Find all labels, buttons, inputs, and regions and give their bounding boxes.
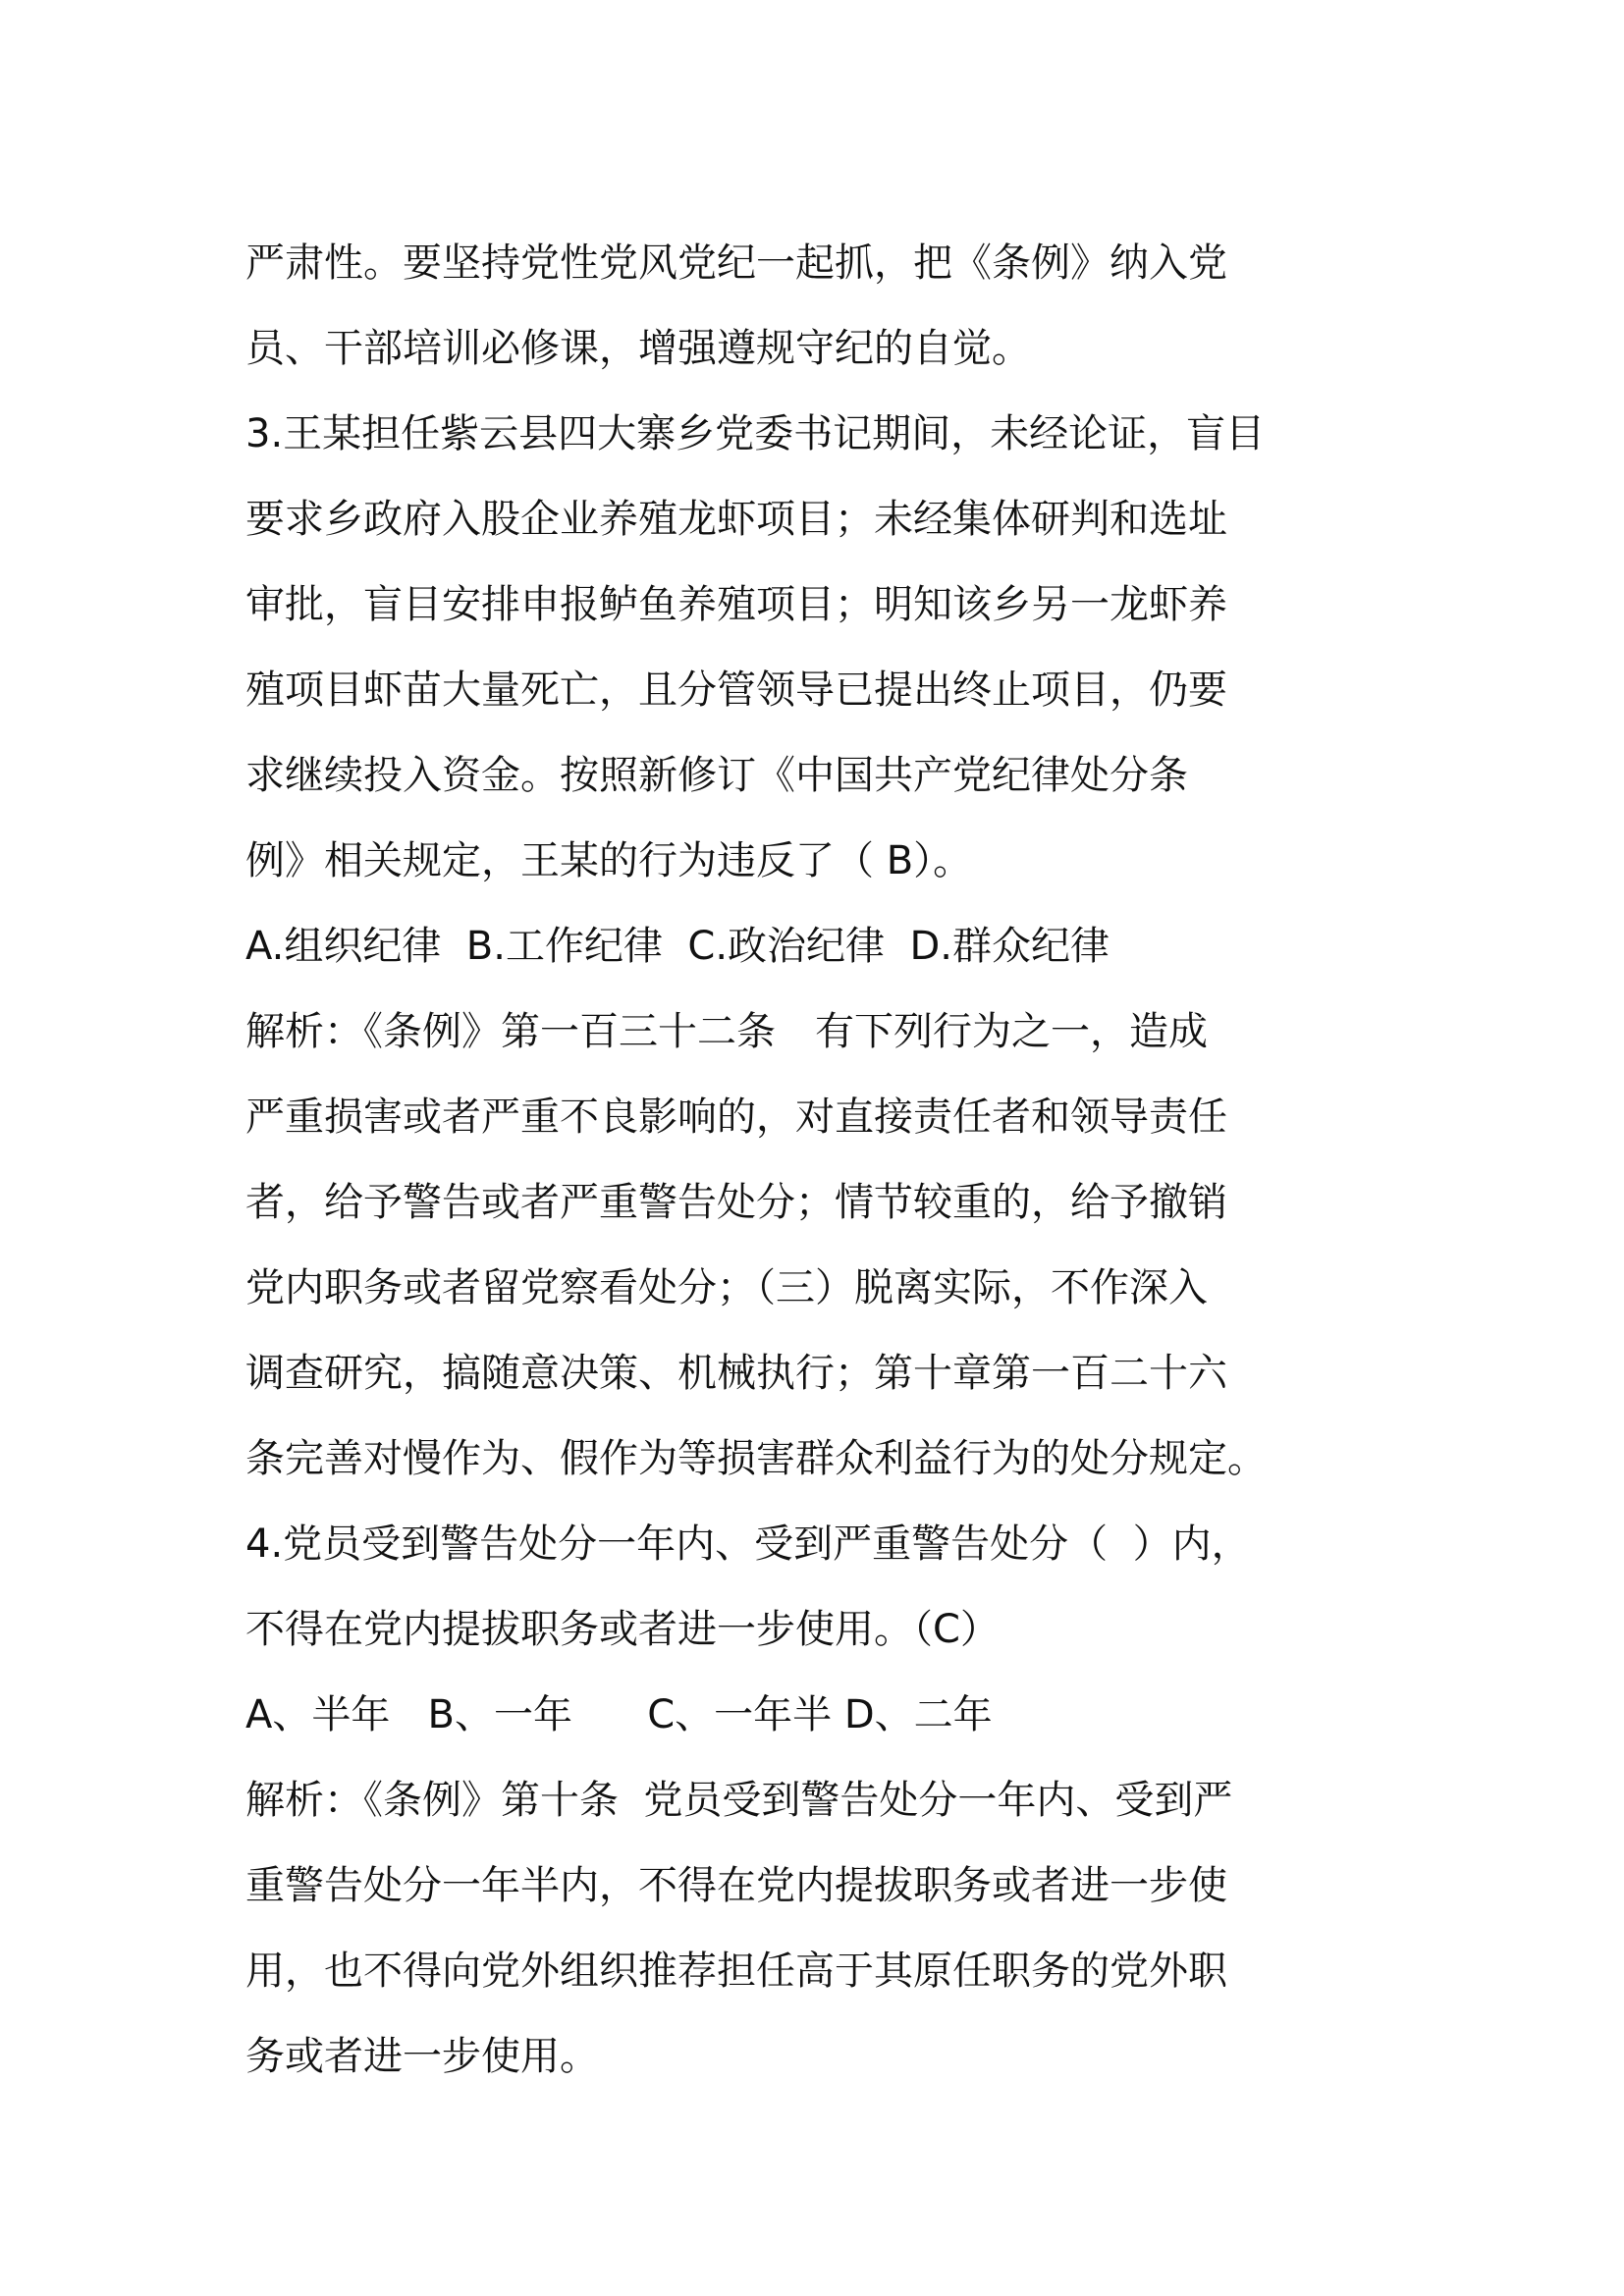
document-body [245, 221, 1394, 2100]
analysis-3-line-5: 调查研究，搞随意决策、机械执行；第十章第一百二十六 [245, 1351, 1227, 1396]
paragraph-line-1: 严肃性。要坚持党性党风党纪一起抓，把《条例》纳入党 [245, 240, 1227, 286]
question-3-line-2: 要求乡政府入股企业养殖龙虾项目；未经集体研判和选址 [245, 497, 1227, 542]
analysis-3-line-2: 严重损害或者严重不良影响的，对直接责任者和领导责任 [245, 1095, 1227, 1140]
analysis-3-line-1: 解析：《条例》第一百三十二条 有下列行为之一，造成 [245, 1009, 1208, 1054]
question-3-options: A.组织纪律 B.工作纪律 C.政治纪律 D.群众纪律 [245, 924, 1110, 969]
analysis-4-line-2: 重警告处分一年半内，不得在党内提拔职务或者进一步使 [245, 1863, 1227, 1908]
analysis-4-line-4: 务或者进一步使用。 [245, 2034, 599, 2079]
question-4-options: A、半年 B、一年 C、一年半 D、二年 [245, 1692, 993, 1737]
analysis-4-line-3: 用，也不得向党外组织推荐担任高于其原任职务的党外职 [245, 1949, 1227, 1994]
analysis-4-line-1: 解析：《条例》第十条 党员受到警告处分一年内、受到严 [245, 1778, 1233, 1823]
question-4-line-1: 4.党员受到警告处分一年内、受到严重警告处分（ ）内， [245, 1522, 1251, 1567]
question-4-line-2: 不得在党内提拔职务或者进一步使用。（C） [245, 1607, 1000, 1652]
question-3-line-4: 殖项目虾苗大量死亡，且分管领导已提出终止项目，仍要 [245, 667, 1227, 713]
analysis-3-line-4: 党内职务或者留党察看处分；（三）脱离实际，不作深入 [245, 1265, 1208, 1310]
question-3-line-3: 审批，盲目安排申报鲈鱼养殖项目；明知该乡另一龙虾养 [245, 582, 1227, 627]
question-3-line-1: 3.王某担任紫云县四大寨乡党委书记期间，未经论证，盲目 [245, 411, 1266, 456]
analysis-3-line-6: 条完善对慢作为、假作为等损害群众利益行为的处分规定。 [245, 1436, 1267, 1481]
analysis-3-line-3: 者，给予警告或者严重警告处分；情节较重的，给予撤销 [245, 1180, 1227, 1225]
question-3-line-6: 例》相关规定，王某的行为违反了（ B）。 [245, 838, 973, 883]
paragraph-line-2: 员、干部培训必修课，增强遵规守纪的自觉。 [245, 326, 1031, 371]
question-3-line-5: 求继续投入资金。按照新修订《中国共产党纪律处分条 [245, 753, 1188, 798]
